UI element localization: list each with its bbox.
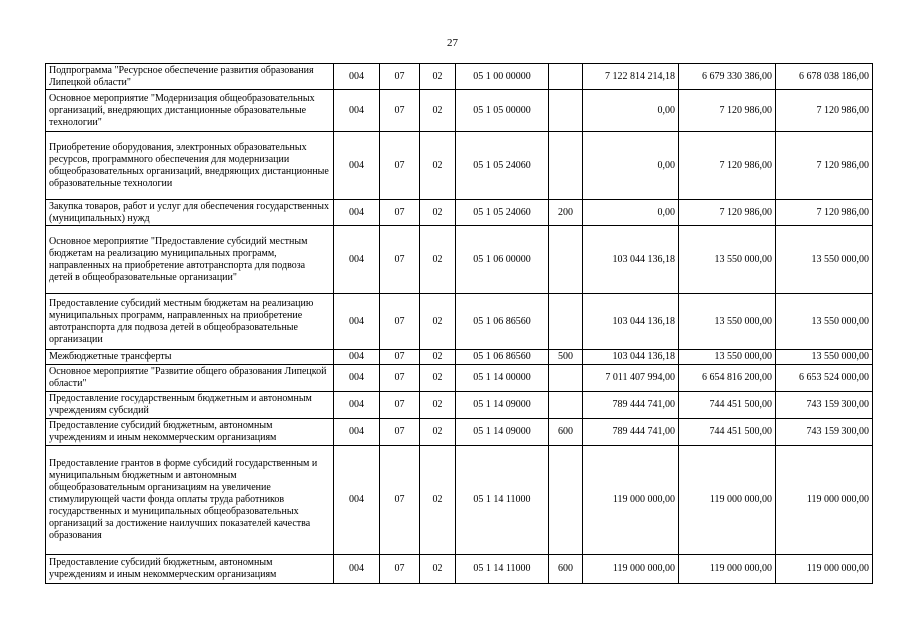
amount-year1-cell: 0,00 xyxy=(583,90,679,132)
admin-code-cell: 004 xyxy=(334,226,380,294)
target-article-cell: 05 1 06 00000 xyxy=(456,226,549,294)
table-row xyxy=(46,419,873,446)
expense-type-cell: 200 xyxy=(549,200,583,226)
expense-type-cell: 500 xyxy=(549,350,583,365)
expense-type-cell xyxy=(549,64,583,90)
amount-year1-cell: 789 444 741,00 xyxy=(583,392,679,419)
expense-type-cell: 600 xyxy=(549,419,583,446)
amount-year1-cell: 103 044 136,18 xyxy=(583,294,679,350)
table-body xyxy=(46,64,873,584)
row-name-cell: Предоставление субсидий бюджетным, автономным учреждениям и иным некоммерческим организациям xyxy=(46,555,334,584)
table-row xyxy=(46,90,873,132)
admin-code-cell: 004 xyxy=(334,200,380,226)
amount-year3-cell: 7 120 986,00 xyxy=(776,132,873,200)
subsection-code-cell: 02 xyxy=(420,200,456,226)
expense-type-cell xyxy=(549,90,583,132)
row-name-cell: Межбюджетные трансферты xyxy=(46,350,334,365)
expense-type-cell xyxy=(549,294,583,350)
admin-code-cell: 004 xyxy=(334,350,380,365)
amount-year2-cell: 6 679 330 386,00 xyxy=(679,64,776,90)
amount-year2-cell: 7 120 986,00 xyxy=(679,132,776,200)
subsection-code-cell: 02 xyxy=(420,64,456,90)
amount-year2-cell: 119 000 000,00 xyxy=(679,446,776,555)
amount-year2-cell: 13 550 000,00 xyxy=(679,350,776,365)
table-row xyxy=(46,64,873,90)
table-row xyxy=(46,132,873,200)
row-name-cell: Основное мероприятие "Модернизация общеобразовательных организаций, внедряющих дистанционные образовательные технологии" xyxy=(46,90,334,132)
row-name-cell: Предоставление субсидий бюджетным, автономным учреждениям и иным некоммерческим организациям xyxy=(46,419,334,446)
subsection-code-cell: 02 xyxy=(420,350,456,365)
amount-year2-cell: 744 451 500,00 xyxy=(679,419,776,446)
amount-year3-cell: 119 000 000,00 xyxy=(776,446,873,555)
amount-year1-cell: 119 000 000,00 xyxy=(583,446,679,555)
target-article-cell: 05 1 14 00000 xyxy=(456,365,549,392)
target-article-cell: 05 1 05 24060 xyxy=(456,200,549,226)
amount-year3-cell: 7 120 986,00 xyxy=(776,90,873,132)
amount-year3-cell: 13 550 000,00 xyxy=(776,294,873,350)
amount-year1-cell: 7 011 407 994,00 xyxy=(583,365,679,392)
subsection-code-cell: 02 xyxy=(420,446,456,555)
amount-year2-cell: 13 550 000,00 xyxy=(679,226,776,294)
admin-code-cell: 004 xyxy=(334,64,380,90)
table-row xyxy=(46,392,873,419)
section-code-cell: 07 xyxy=(380,392,420,419)
table-row xyxy=(46,555,873,584)
target-article-cell: 05 1 14 09000 xyxy=(456,419,549,446)
table-row xyxy=(46,350,873,365)
expense-type-cell xyxy=(549,132,583,200)
section-code-cell: 07 xyxy=(380,365,420,392)
section-code-cell: 07 xyxy=(380,200,420,226)
row-name-cell: Подпрограмма "Ресурсное обеспечение развития образования Липецкой области" xyxy=(46,64,334,90)
row-name-cell: Закупка товаров, работ и услуг для обеспечения государственных (муниципальных) нужд xyxy=(46,200,334,226)
amount-year1-cell: 103 044 136,18 xyxy=(583,350,679,365)
section-code-cell: 07 xyxy=(380,419,420,446)
amount-year3-cell: 743 159 300,00 xyxy=(776,419,873,446)
amount-year1-cell: 0,00 xyxy=(583,132,679,200)
target-article-cell: 05 1 05 24060 xyxy=(456,132,549,200)
expense-type-cell xyxy=(549,226,583,294)
row-name-cell: Основное мероприятие "Предоставление субсидий местным бюджетам на реализацию муниципальных программ, направленных на приобретение автотранспорта для подвоза детей в общеобразовательные организации" xyxy=(46,226,334,294)
admin-code-cell: 004 xyxy=(334,446,380,555)
section-code-cell: 07 xyxy=(380,64,420,90)
section-code-cell: 07 xyxy=(380,226,420,294)
amount-year3-cell: 119 000 000,00 xyxy=(776,555,873,584)
admin-code-cell: 004 xyxy=(334,132,380,200)
row-name-cell: Основное мероприятие "Развитие общего образования Липецкой области" xyxy=(46,365,334,392)
admin-code-cell: 004 xyxy=(334,392,380,419)
row-name-cell: Предоставление субсидий местным бюджетам на реализацию муниципальных программ, направленных на приобретение автотранспорта для подвоза детей в общеобразовательные организации xyxy=(46,294,334,350)
table-row xyxy=(46,226,873,294)
admin-code-cell: 004 xyxy=(334,555,380,584)
amount-year2-cell: 119 000 000,00 xyxy=(679,555,776,584)
section-code-cell: 07 xyxy=(380,294,420,350)
amount-year2-cell: 744 451 500,00 xyxy=(679,392,776,419)
amount-year3-cell: 6 678 038 186,00 xyxy=(776,64,873,90)
expense-type-cell: 600 xyxy=(549,555,583,584)
row-name-cell: Предоставление государственным бюджетным и автономным учреждениям субсидий xyxy=(46,392,334,419)
section-code-cell: 07 xyxy=(380,555,420,584)
section-code-cell: 07 xyxy=(380,350,420,365)
target-article-cell: 05 1 06 86560 xyxy=(456,350,549,365)
section-code-cell: 07 xyxy=(380,446,420,555)
table-row xyxy=(46,200,873,226)
expense-type-cell xyxy=(549,446,583,555)
expense-type-cell xyxy=(549,392,583,419)
admin-code-cell: 004 xyxy=(334,90,380,132)
admin-code-cell: 004 xyxy=(334,294,380,350)
amount-year3-cell: 13 550 000,00 xyxy=(776,350,873,365)
amount-year3-cell: 7 120 986,00 xyxy=(776,200,873,226)
subsection-code-cell: 02 xyxy=(420,365,456,392)
amount-year1-cell: 103 044 136,18 xyxy=(583,226,679,294)
amount-year1-cell: 119 000 000,00 xyxy=(583,555,679,584)
subsection-code-cell: 02 xyxy=(420,90,456,132)
admin-code-cell: 004 xyxy=(334,365,380,392)
amount-year2-cell: 6 654 816 200,00 xyxy=(679,365,776,392)
target-article-cell: 05 1 05 00000 xyxy=(456,90,549,132)
target-article-cell: 05 1 00 00000 xyxy=(456,64,549,90)
amount-year3-cell: 6 653 524 000,00 xyxy=(776,365,873,392)
amount-year1-cell: 789 444 741,00 xyxy=(583,419,679,446)
row-name-cell: Приобретение оборудования, электронных образовательных ресурсов, программного обеспечения для модернизации общеобразовательных организаций, внедряющих дистанционные образовательные технологии xyxy=(46,132,334,200)
table-row xyxy=(46,294,873,350)
target-article-cell: 05 1 14 11000 xyxy=(456,446,549,555)
amount-year1-cell: 0,00 xyxy=(583,200,679,226)
section-code-cell: 07 xyxy=(380,132,420,200)
table-row xyxy=(46,365,873,392)
row-name-cell: Предоставление грантов в форме субсидий государственным и муниципальным бюджетным и автономным общеобразовательным организациям на увеличение стимулирующей части фонда оплаты труда работников государственных и муниципальных общеобразовательных организаций за достижение наилучших показателей качества образования xyxy=(46,446,334,555)
table-row xyxy=(46,446,873,555)
section-code-cell: 07 xyxy=(380,90,420,132)
amount-year1-cell: 7 122 814 214,18 xyxy=(583,64,679,90)
target-article-cell: 05 1 14 11000 xyxy=(456,555,549,584)
target-article-cell: 05 1 14 09000 xyxy=(456,392,549,419)
subsection-code-cell: 02 xyxy=(420,392,456,419)
budget-table xyxy=(45,63,873,584)
amount-year2-cell: 7 120 986,00 xyxy=(679,90,776,132)
amount-year3-cell: 743 159 300,00 xyxy=(776,392,873,419)
page-number: 27 xyxy=(447,37,458,49)
subsection-code-cell: 02 xyxy=(420,419,456,446)
subsection-code-cell: 02 xyxy=(420,132,456,200)
amount-year2-cell: 13 550 000,00 xyxy=(679,294,776,350)
subsection-code-cell: 02 xyxy=(420,294,456,350)
expense-type-cell xyxy=(549,365,583,392)
subsection-code-cell: 02 xyxy=(420,555,456,584)
amount-year2-cell: 7 120 986,00 xyxy=(679,200,776,226)
amount-year3-cell: 13 550 000,00 xyxy=(776,226,873,294)
admin-code-cell: 004 xyxy=(334,419,380,446)
target-article-cell: 05 1 06 86560 xyxy=(456,294,549,350)
subsection-code-cell: 02 xyxy=(420,226,456,294)
